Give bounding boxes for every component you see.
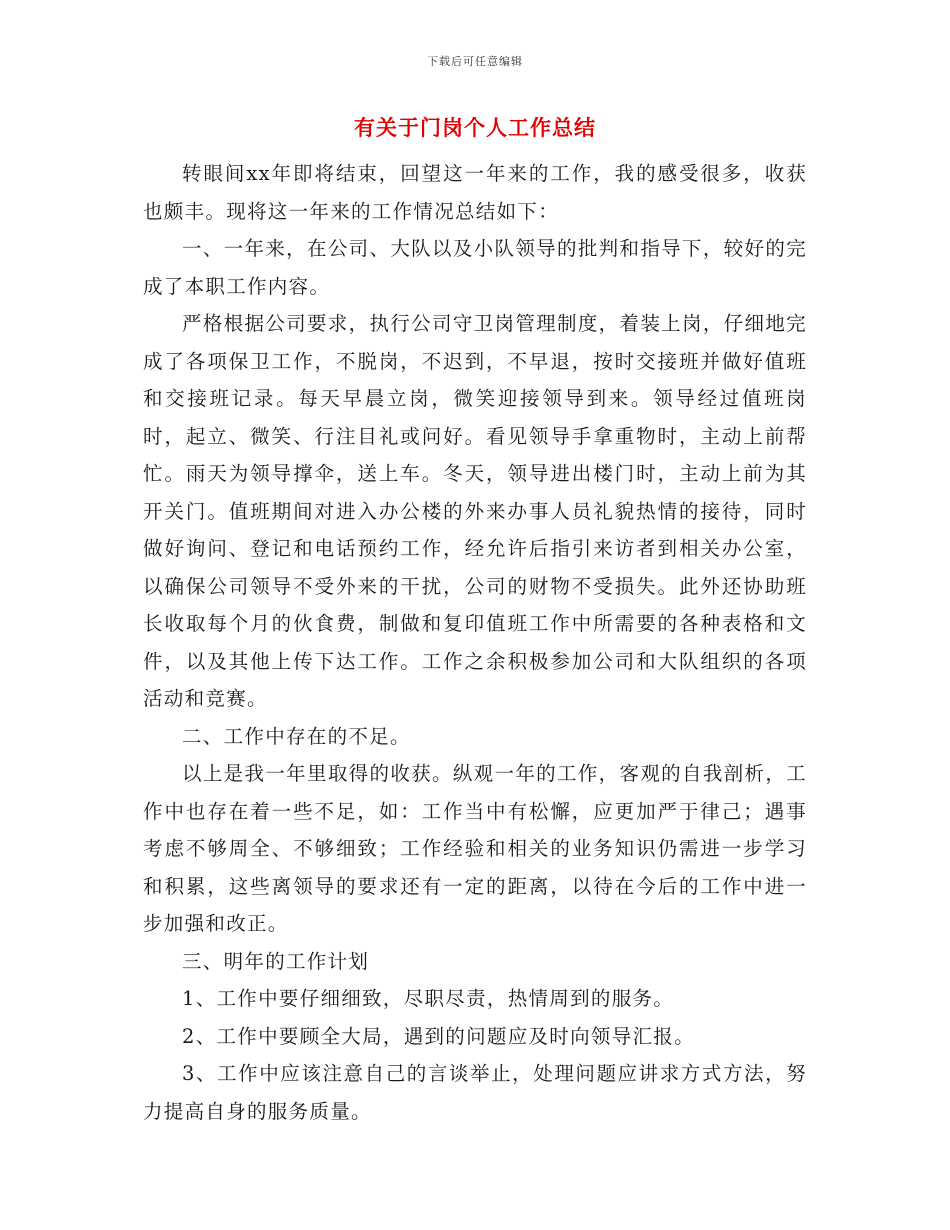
paragraph-plan-2: 2、工作中要顾全大局，遇到的问题应及时向领导汇报。 xyxy=(182,1024,695,1048)
document-title: 有关于门岗个人工作总结 xyxy=(354,116,596,140)
paragraph-plan-3: 3、工作中应该注意自己的言谈举止，处理问题应讲求方式方法，努力提高自身的服务质量。 xyxy=(143,1062,807,1123)
header-note: 下载后可任意编辑 xyxy=(427,55,523,68)
paragraph-section-three: 三、明年的工作计划 xyxy=(182,949,370,973)
paragraph-shortcomings: 以上是我一年里取得的收获。纵观一年的工作，客观的自我剖析，工作中也存在着一些不足，如：工作当中有松懈，应更加严于律己；遇事考虑不够周全、不够细致；工作经验和相关的业务知识仍需进一步学习和积累，这些离领导的要求还有一定的距离，以待在今后的工作中进一步加强和改正。 xyxy=(143,762,807,935)
paragraph-plan-1: 1、工作中要仔细细致，尽职尽责，热情周到的服务。 xyxy=(182,987,675,1010)
paragraph-intro: 转眼间xx年即将结束，回望这一年来的工作，我的感受很多，收获也颇丰。现将这一年来的工作情况总结如下： xyxy=(143,162,807,223)
paragraph-section-one: 一、一年来，在公司、大队以及小队领导的批判和指导下，较好的完成了本职工作内容。 xyxy=(143,237,807,298)
paragraph-section-two: 二、工作中存在的不足。 xyxy=(182,724,411,748)
document-body xyxy=(143,155,807,1130)
paragraph-duties: 严格根据公司要求，执行公司守卫岗管理制度，着装上岗，仔细地完成了各项保卫工作，不脱岗，不迟到，不早退，按时交接班并做好值班和交接班记录。每天早晨立岗，微笑迎接领导到来。领导经过值班岗时，起立、微笑、行注目礼或问好。看见领导手拿重物时，主动上前帮忙。雨天为领导撑伞，送上车。冬天，领导进出楼门时，主动上前为其开关门。值班期间对进入办公楼的外来办事人员礼貌热情的接待，同时做好询问、登记和电话预约工作，经允许后指引来访者到相关办公室，以确保公司领导不受外来的干扰，公司的财物不受损失。此外还协助班长收取每个月的伙食费，制做和复印值班工作中所需要的各种表格和文件，以及其他上传下达工作。工作之余积极参加公司和大队组织的各项活动和竞赛。 xyxy=(143,312,807,710)
